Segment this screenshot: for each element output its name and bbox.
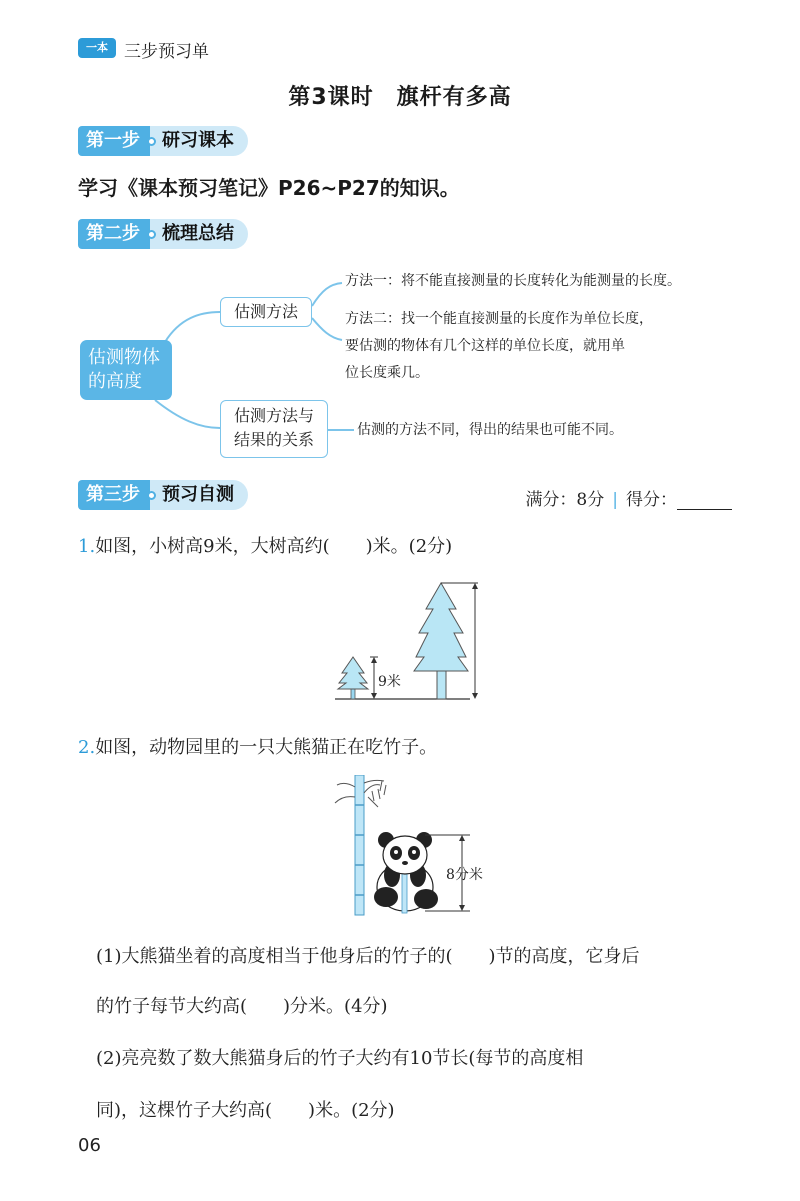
small-tree-height-label: 9米	[378, 674, 401, 690]
step2-label: 梳理总结	[150, 219, 248, 249]
question-2	[78, 733, 437, 759]
step2-number: 第二步	[78, 219, 150, 249]
panda-figure	[330, 775, 510, 920]
question-1	[78, 532, 452, 558]
method2-line2: 要估测的物体有几个这样的单位长度，就用单	[345, 338, 625, 354]
q2-part1-line1: (1)大熊猫坐着的高度相当于他身后的竹子的( )节的高度，它身后	[96, 946, 640, 967]
method2-text	[345, 306, 740, 387]
score-label: 得分：	[626, 490, 677, 510]
score-separator: |	[612, 490, 618, 510]
mindmap-root-line1: 估测物体	[88, 347, 160, 368]
question-2-text: 如图，动物园里的一只大熊猫正在吃竹子。	[95, 737, 438, 758]
page-title: 第3课时 旗杆有多高	[288, 85, 512, 110]
q2-part2-line2: 同)，这棵竹子大约高( )米。(2分)	[96, 1100, 395, 1121]
score-blank[interactable]	[677, 491, 732, 510]
branch2-line1: 估测方法与	[233, 406, 314, 425]
method2-line3: 位长度乘几。	[345, 365, 429, 381]
step1-number: 第一步	[78, 126, 150, 156]
method2-line1: 方法二：找一个能直接测量的长度作为单位长度，	[345, 311, 653, 327]
step3-label: 预习自测	[150, 480, 248, 510]
mindmap-branch-relation	[220, 400, 328, 458]
q2-part2-line1: (2)亮亮数了数大熊猫身后的竹子大约有10节长(每节的高度相	[96, 1048, 584, 1069]
step1-label: 研习课本	[150, 126, 248, 156]
step3-tag	[78, 479, 248, 511]
method1-text: 方法一：将不能直接测量的长度转化为能测量的长度。	[345, 273, 681, 289]
question-2-number: 2.	[78, 737, 96, 758]
intro-text: 学习《课本预习笔记》P26~P27的知识。	[78, 176, 460, 200]
relation-text: 估测的方法不同，得出的结果也可能不同。	[357, 422, 623, 438]
brand-logo: 一本	[78, 38, 116, 58]
mindmap-root	[80, 340, 172, 400]
mindmap-root-line2: 的高度	[88, 371, 142, 392]
q2-part1-line2: 的竹子每节大约高( )分米。(4分)	[96, 996, 388, 1017]
mindmap-branch-methods: 估测方法	[220, 297, 312, 327]
score-box	[525, 485, 732, 510]
full-score: 满分：8分	[525, 490, 605, 510]
branch2-line2: 结果的关系	[233, 430, 314, 449]
trees-figure	[320, 575, 500, 705]
question-1-number: 1.	[78, 536, 96, 557]
series-title: 三步预习单	[124, 42, 209, 62]
page-number: 06	[78, 1135, 101, 1156]
panda-height-label: 8分米	[446, 867, 483, 883]
question-1-text: 如图，小树高9米，大树高约( )米。(2分)	[95, 536, 453, 557]
step3-number: 第三步	[78, 480, 150, 510]
